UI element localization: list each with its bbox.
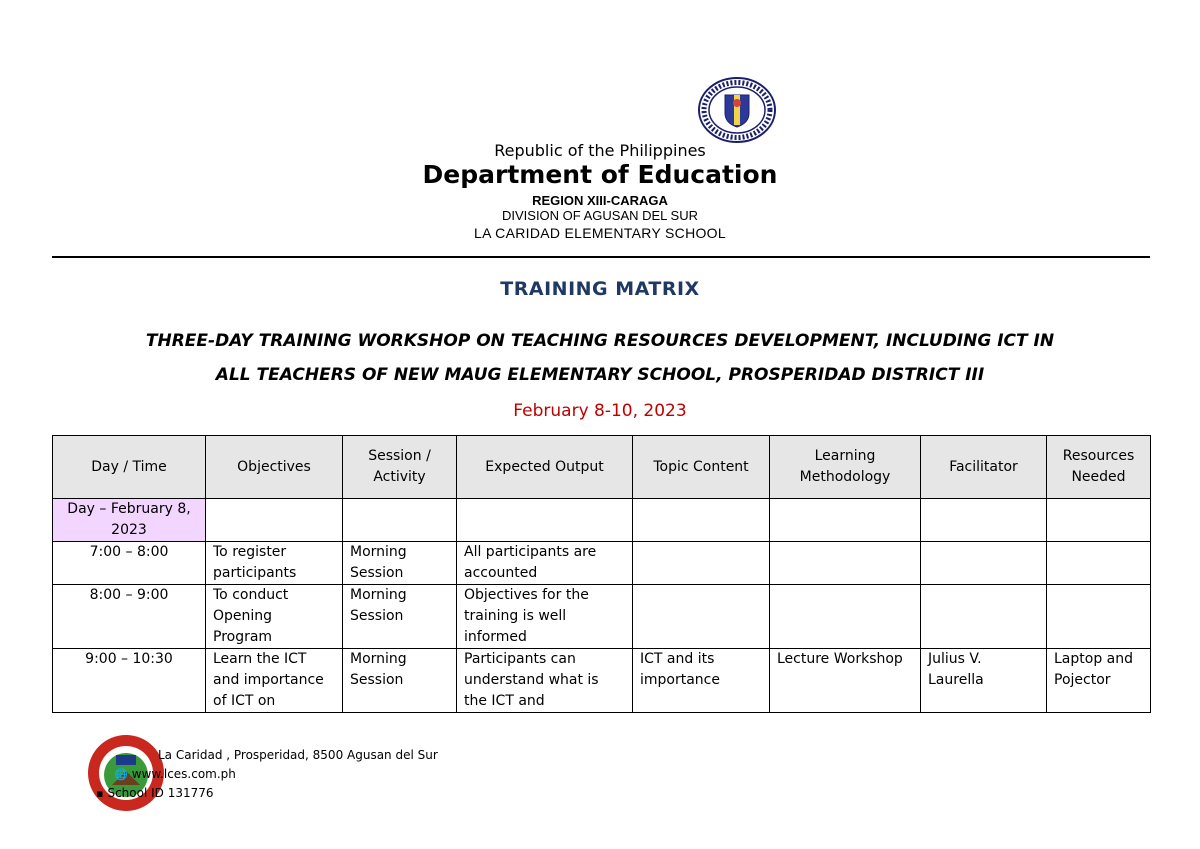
day-label-cell: Day – February 8, 2023: [53, 499, 206, 542]
resources-cell: [1047, 585, 1151, 649]
table-header-row: [53, 436, 1151, 499]
school-icon: ▪: [96, 787, 104, 800]
table-row: [53, 649, 1151, 713]
document-title: TRAINING MATRIX: [500, 278, 700, 300]
training-dates: February 8-10, 2023: [513, 401, 687, 421]
topic-content-cell: ICT and its importance: [633, 649, 770, 713]
methodology-cell: [770, 585, 921, 649]
column-header: Facilitator: [921, 436, 1047, 499]
footer-address: La Caridad , Prosperidad, 8500 Agusan del Sur: [158, 748, 438, 762]
school-id-text: School ID 131776: [107, 786, 214, 800]
expected-output-cell: All participants are accounted: [457, 542, 633, 585]
column-header: Learning Methodology: [770, 436, 921, 499]
time-cell: 7:00 – 8:00: [53, 542, 206, 585]
table-cell: [770, 499, 921, 542]
subtitle-line-2: ALL TEACHERS OF NEW MAUG ELEMENTARY SCHOOL, PROSPERIDAD DISTRICT III: [215, 365, 985, 385]
topic-content-cell: [633, 585, 770, 649]
division-line: DIVISION OF AGUSAN DEL SUR: [501, 208, 698, 223]
expected-output-cell: Objectives for the training is well informed: [457, 585, 633, 649]
objectives-cell: To register participants: [206, 542, 343, 585]
facilitator-cell: [921, 542, 1047, 585]
expected-output-cell: Participants can understand what is the ICT and: [457, 649, 633, 713]
table-cell: [206, 499, 343, 542]
objectives-cell: Learn the ICT and importance of ICT on: [206, 649, 343, 713]
table-cell: [343, 499, 457, 542]
column-header: Objectives: [206, 436, 343, 499]
facilitator-cell: Julius V. Laurella: [921, 649, 1047, 713]
column-header: Session / Activity: [343, 436, 457, 499]
column-header: Resources Needed: [1047, 436, 1151, 499]
objectives-cell: To conduct Opening Program: [206, 585, 343, 649]
table-cell: [633, 499, 770, 542]
column-header: Topic Content: [633, 436, 770, 499]
table-row: [53, 585, 1151, 649]
deped-seal-icon: [697, 77, 777, 143]
session-cell: Morning Session: [343, 542, 457, 585]
department-name: Department of Education: [422, 160, 778, 189]
facilitator-cell: [921, 585, 1047, 649]
table-cell: [921, 499, 1047, 542]
methodology-cell: Lecture Workshop: [770, 649, 921, 713]
time-cell: 9:00 – 10:30: [53, 649, 206, 713]
time-cell: 8:00 – 9:00: [53, 585, 206, 649]
training-matrix-table: [52, 435, 1151, 713]
table-cell: [1047, 499, 1151, 542]
session-cell: Morning Session: [343, 649, 457, 713]
table-row-day: [53, 499, 1151, 542]
table-row: [53, 542, 1151, 585]
globe-icon: 🌐: [114, 768, 128, 781]
column-header: Day / Time: [53, 436, 206, 499]
column-header: Expected Output: [457, 436, 633, 499]
session-cell: Morning Session: [343, 585, 457, 649]
school-name: LA CARIDAD ELEMENTARY SCHOOL: [474, 225, 726, 241]
subtitle-line-1: THREE-DAY TRAINING WORKSHOP ON TEACHING RESOURCES DEVELOPMENT, INCLUDING ICT IN: [145, 331, 1055, 351]
table-cell: [457, 499, 633, 542]
website-text: www.lces.com.ph: [131, 767, 236, 781]
header-divider: [52, 256, 1150, 258]
resources-cell: [1047, 542, 1151, 585]
topic-content-cell: [633, 542, 770, 585]
resources-cell: Laptop and Pojector: [1047, 649, 1151, 713]
footer-school-id: [96, 786, 214, 800]
footer-website: [114, 767, 236, 781]
region-line: REGION XIII-CARAGA: [532, 193, 668, 208]
methodology-cell: [770, 542, 921, 585]
republic-line: Republic of the Philippines: [494, 141, 706, 160]
